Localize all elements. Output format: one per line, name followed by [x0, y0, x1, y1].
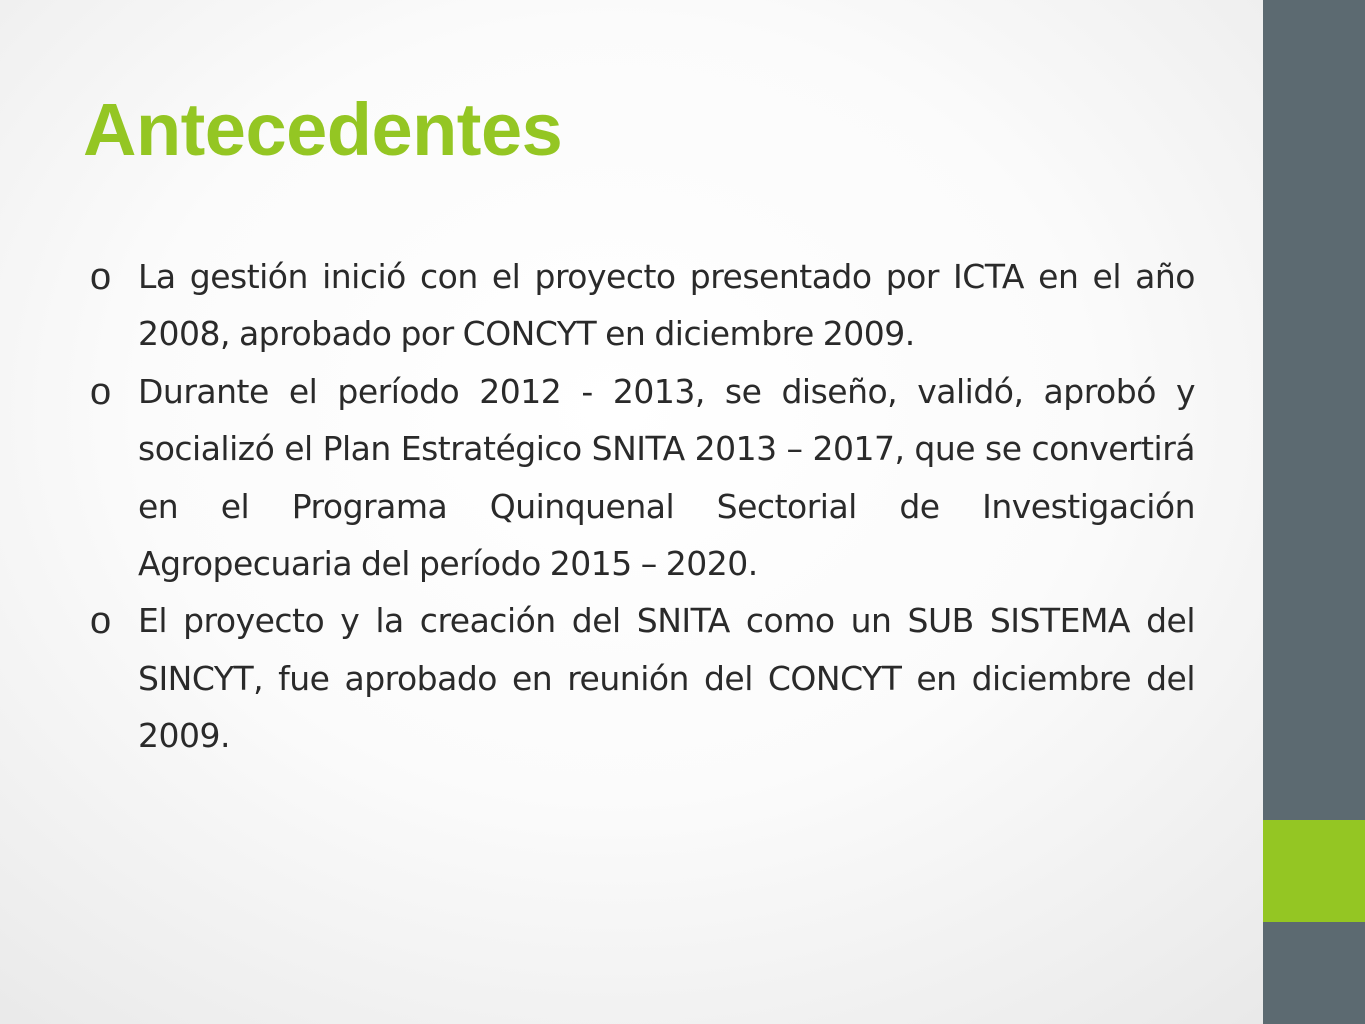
- bullet-text: El proyecto y la creación del SNITA como un SUB SISTEMA del SINCYT, fue aprobado en reunión del CONCYT en diciembre del 2009.: [138, 601, 1195, 756]
- bullet-item-1: [90, 248, 1195, 363]
- bullet-marker-icon: o: [90, 600, 112, 643]
- side-accent-square: [1263, 820, 1365, 922]
- bullet-marker-icon: o: [90, 256, 112, 298]
- bullet-text: Durante el período 2012 - 2013, se diseño, validó, aprobó y socializó el Plan Estratégico SNITA 2013 – 2017, que se convertirá en el Programa Quinquenal Sectorial de Investigación Agropecuaria del período 2015 – 2020.: [138, 371, 1195, 584]
- bullet-marker-icon: o: [90, 370, 112, 413]
- bullet-item-2: [90, 363, 1195, 593]
- bullet-text: La gestión inició con el proyecto presentado por ICTA en el año 2008, aprobado por CONCYT en diciembre 2009.: [138, 257, 1195, 354]
- slide-title: Antecedentes: [83, 88, 563, 171]
- bullet-item-3: [90, 592, 1195, 764]
- bullet-list: [90, 248, 1195, 765]
